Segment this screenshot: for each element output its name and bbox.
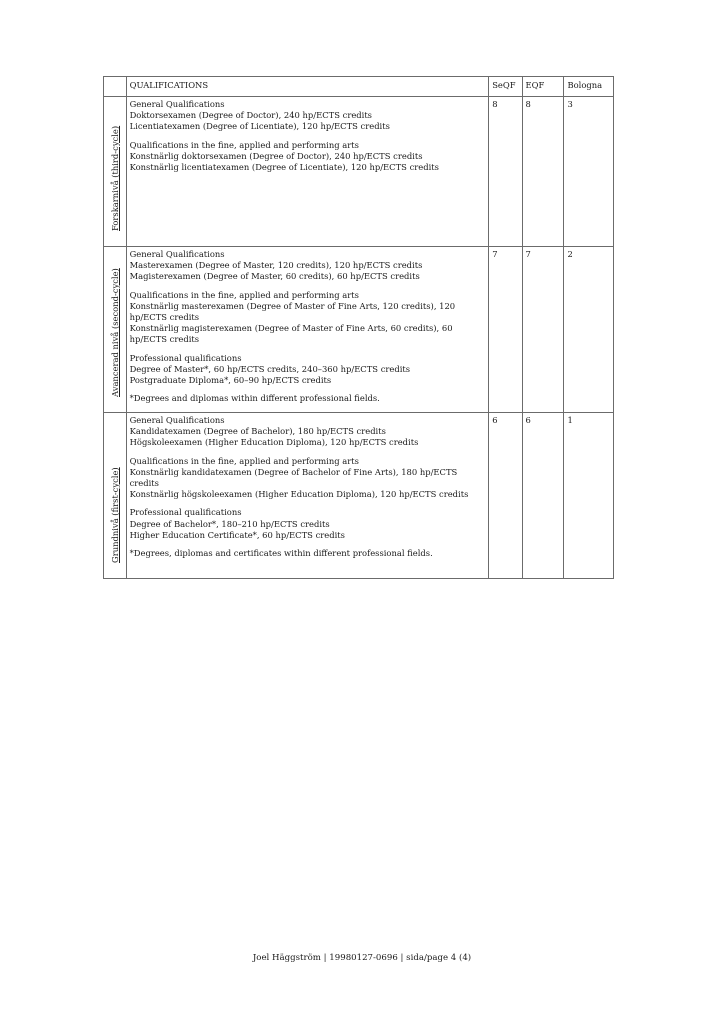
- group-title: Professional qualifications: [129, 352, 242, 363]
- header-level-cell: [104, 77, 127, 97]
- bologna-value: 2: [564, 247, 614, 413]
- qualification-line: Konstnärlig högskoleexamen (Higher Education Diploma), 120 hp/ECTS credits: [129, 489, 469, 500]
- bologna-value: 1: [564, 413, 614, 579]
- qualifications-cell: [126, 247, 489, 413]
- level-cell: [104, 413, 127, 579]
- table-row: [104, 247, 614, 413]
- group-title: Professional qualifications: [129, 507, 242, 518]
- page-footer: Joel Häggström | 19980127-0696 | sida/page 4 (4): [252, 953, 472, 963]
- seqf-value: 7: [489, 247, 522, 413]
- seqf-value: 8: [489, 97, 522, 247]
- bologna-value: 3: [564, 97, 614, 247]
- eqf-value: 6: [522, 413, 564, 579]
- qualification-line: Högskoleexamen (Higher Education Diploma), 120 hp/ECTS credits: [129, 437, 419, 448]
- qualification-line: Higher Education Certificate*, 60 hp/ECTS credits: [129, 529, 345, 540]
- qualification-line: Kandidatexamen (Degree of Bachelor), 180 hp/ECTS credits: [129, 426, 386, 437]
- table-header-row: [104, 77, 614, 97]
- qualification-line: Doktorsexamen (Degree of Doctor), 240 hp/ECTS credits: [129, 110, 372, 121]
- group-title: Qualifications in the fine, applied and performing arts: [129, 455, 359, 466]
- qualification-group: [130, 507, 486, 541]
- qualification-line: Licentiatexamen (Degree of Licentiate), 120 hp/ECTS credits: [129, 121, 390, 132]
- qualification-line: Degree of Bachelor*, 180–210 hp/ECTS credits: [129, 518, 330, 529]
- qualification-line: Konstnärlig licentiatexamen (Degree of Licentiate), 120 hp/ECTS credits: [129, 162, 439, 173]
- qualification-line: Masterexamen (Degree of Master, 120 credits), 120 hp/ECTS credits: [129, 260, 423, 271]
- group-title: Qualifications in the fine, applied and performing arts: [129, 289, 359, 300]
- qualification-line: Degree of Master*, 60 hp/ECTS credits, 240–360 hp/ECTS credits: [129, 363, 411, 374]
- header-seqf: SeQF: [489, 77, 522, 97]
- level-label: Grundnivå (first-cycle): [109, 467, 120, 563]
- qualification-line: Konstnärlig masterexamen (Degree of Master of Fine Arts, 120 credits), 120 hp/ECTS credits: [129, 300, 456, 323]
- qualification-group: [130, 456, 486, 501]
- group-title: Qualifications in the fine, applied and performing arts: [129, 139, 359, 150]
- qualifications-table: [103, 76, 614, 579]
- footnote: *Degrees, diplomas and certificates within different professional fields.: [129, 548, 433, 559]
- qualification-group: [130, 290, 486, 346]
- qualification-line: Postgraduate Diploma*, 60–90 hp/ECTS credits: [129, 375, 332, 386]
- group-title: General Qualifications: [129, 249, 225, 259]
- level-cell: [104, 97, 127, 247]
- qualification-line: Konstnärlig kandidatexamen (Degree of Bachelor of Fine Arts), 180 hp/ECTS credits: [129, 466, 458, 489]
- eqf-value: 7: [522, 247, 564, 413]
- qualifications-cell: [126, 97, 489, 247]
- header-eqf: EQF: [522, 77, 564, 97]
- seqf-value: 6: [489, 413, 522, 579]
- qualification-line: Konstnärlig doktorsexamen (Degree of Doctor), 240 hp/ECTS credits: [129, 150, 423, 161]
- qualification-line: Konstnärlig magisterexamen (Degree of Master of Fine Arts, 60 credits), 60 hp/ECTS credits: [129, 323, 453, 345]
- qualification-group: [130, 99, 486, 133]
- table-row: [104, 413, 614, 579]
- footnote: *Degrees and diplomas within different professional fields.: [129, 393, 380, 404]
- table-row: [104, 97, 614, 247]
- qualification-group: [130, 353, 486, 387]
- qualification-group: [130, 415, 486, 449]
- group-title: General Qualifications: [129, 415, 225, 425]
- eqf-value: 8: [522, 97, 564, 247]
- level-label: Avancerad nivå (second-cycle): [109, 267, 120, 397]
- qualification-group: [130, 249, 486, 283]
- header-bologna: Bologna: [564, 77, 614, 97]
- level-cell: [104, 247, 127, 413]
- qualification-group: [130, 140, 486, 174]
- group-title: General Qualifications: [129, 99, 225, 109]
- qualifications-cell: [126, 413, 489, 579]
- level-label: Forskarnivå (third-cycle): [109, 125, 120, 231]
- header-qualifications: QUALIFICATIONS: [126, 77, 489, 97]
- qualification-line: Magisterexamen (Degree of Master, 60 credits), 60 hp/ECTS credits: [129, 271, 420, 282]
